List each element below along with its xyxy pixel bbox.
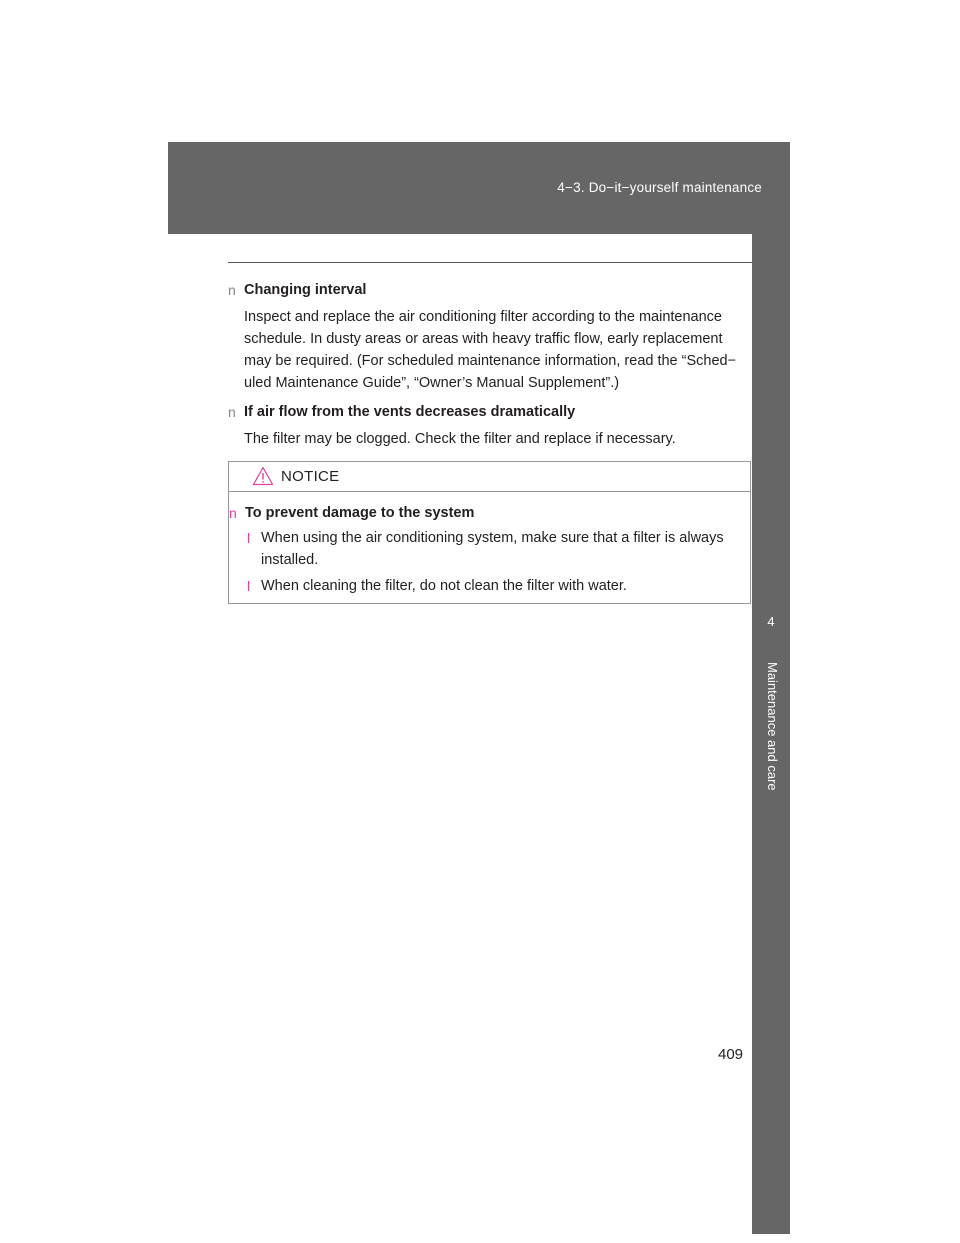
header-band (168, 142, 790, 234)
notice-item-text: When using the air conditioning system, make sure that a filter is always installed. (261, 530, 724, 568)
notice-header (229, 462, 750, 492)
chapter-label: Maintenance and care (765, 662, 780, 791)
notice-item (229, 527, 736, 571)
heading-text: If air flow from the vents decreases dramatically (244, 404, 576, 420)
main-content (228, 280, 748, 458)
notice-box (228, 461, 751, 604)
notice-item (229, 575, 736, 597)
chapter-number: 4 (767, 614, 775, 629)
notice-item-text: When cleaning the filter, do not clean the filter with water. (261, 578, 627, 594)
heading-text: Changing interval (244, 282, 367, 298)
notice-heading (229, 503, 736, 523)
section-body: The filter may be clogged. Check the filter and replace if necessary. (244, 431, 676, 447)
sub-bullet-marker: l (247, 530, 251, 546)
sub-bullet-marker: l (247, 578, 251, 594)
notice-heading-text: To prevent damage to the system (245, 505, 475, 521)
bullet-marker: n (228, 282, 236, 298)
section-air-flow (228, 402, 748, 450)
section-heading (228, 402, 748, 422)
side-chapter-tab (752, 234, 790, 1234)
section-changing-interval (228, 280, 748, 394)
section-heading (228, 280, 748, 300)
notice-body (229, 492, 750, 597)
top-divider (228, 262, 752, 263)
bullet-marker: n (228, 404, 236, 420)
warning-triangle-icon (252, 466, 274, 486)
section-body: Inspect and replace the air conditioning filter according to the maintenance schedule. In dusty areas or areas with heavy traffic flow, early replacement may be required. (For scheduled maintenance information, read the “Sched− uled Maintenance Guide”, “Owner’s Manual Supplement”.) (244, 309, 737, 391)
page-number: 409 (718, 1046, 744, 1063)
notice-title: NOTICE (281, 468, 340, 485)
section-title: 4−3. Do−it−yourself maintenance (557, 180, 762, 195)
bullet-marker: n (229, 505, 237, 521)
